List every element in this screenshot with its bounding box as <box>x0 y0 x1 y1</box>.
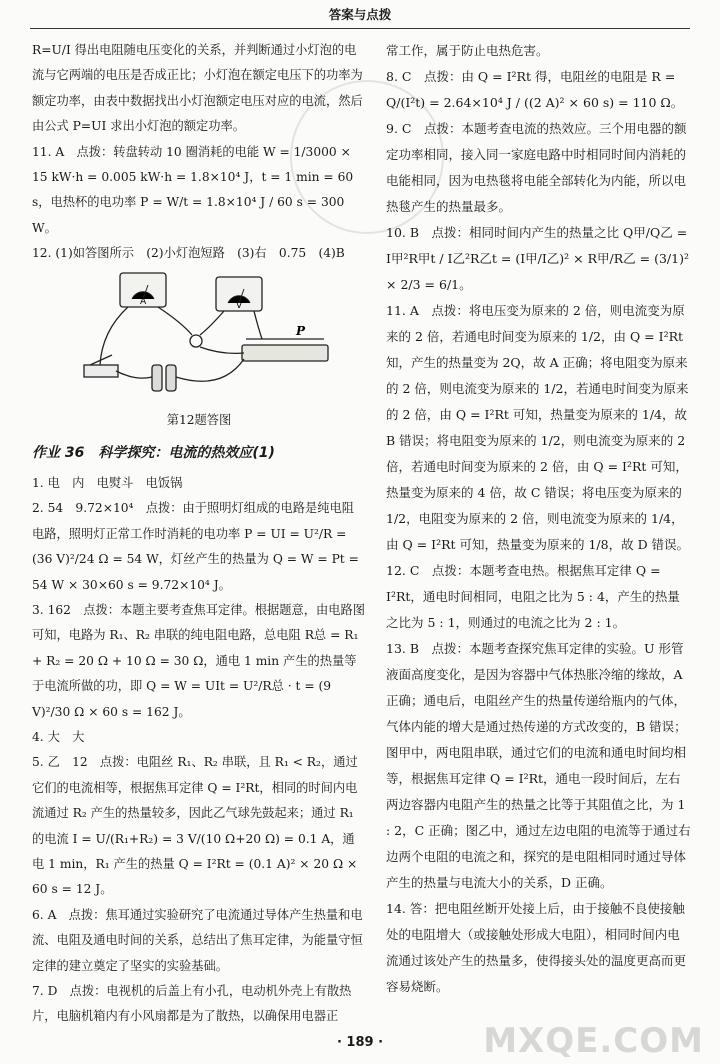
answer-4: 4. 大 大 <box>32 729 85 744</box>
answer-5: 5. 乙 12 点拨：电阻丝 R₁、R₂ 串联，且 R₁ < R₂，通过它们的电流相等，根据焦耳定律 Q = I²Rt，相同的时间内电流通过 R₂ 产生的热量较多，因此乙气球先鼓起来；通过 R₁ 的电流 I = U/(R₁+R₂) = 3 V/(10 Ω+20 Ω) = 0.1 A，通电 1 min，R₁ 产生的热量 Q = I²Rt = (0.1 A)² × 20 Ω × 60 s = 12 J。 <box>32 755 358 897</box>
answer-14: 14. 答：把电阻丝断开处接上后，由于接触不良使接触处的电阻增大（或接触处形成大电阻），相同时间内电流通过该处产生的热量多，使得接头处的温度更高而更容易烧断。 <box>386 901 687 994</box>
answer-11: 11. A 点拨：转盘转动 10 圈消耗的电能 W = 1/3000 × 15 kW·h = 0.005 kW·h = 1.8×10⁴ J，t = 1 min = 60 s，电热杯的电功率 P = W/t = 1.8×10⁴ J / 60 s = 300 W。 <box>32 144 354 235</box>
rheostat-icon <box>242 345 328 361</box>
answer-7-continued: 常工作，属于防止电热危害。 <box>386 43 549 58</box>
header-rule <box>30 28 690 29</box>
bulb-icon <box>190 335 202 347</box>
answer-3: 3. 162 点拨：本题主要考查焦耳定律。根据题意，由电路图可知，电路为 R₁、R₂ 串联的纯电阻电路，总电阻 R总 = R₁ + R₂ = 20 Ω + 10 Ω = 30 Ω，通电 1 min 产生的热量等于电流所做的功，即 Q = W = UIt = U²/R总 · t = (9 V)²/30 Ω × 60 s = 162 J。 <box>32 602 365 719</box>
homework-title: 作业 36 科学探究：电流的热效应(1) <box>32 445 275 462</box>
answer-6: 6. A 点拨：焦耳通过实验研究了电流通过导体产生热量和电流、电阻及通电时间的关系，总结出了焦耳定律，为能量守恒定律的建立奠定了坚实的实验基础。 <box>32 907 363 973</box>
switch-icon <box>84 365 118 377</box>
page-header: 答案与点拨 <box>328 7 392 22</box>
page-number: · 189 · <box>336 1035 384 1050</box>
ammeter-label: A <box>140 296 147 307</box>
circuit-figure <box>32 271 366 399</box>
answer-9: 9. C 点拨：本题考查电流的热效应。三个用电器的额定功率相同，接入同一家庭电路中时相同时间内消耗的电能相同，因为电热毯将电能全部转化为内能，所以电热毯产生的热量最多。 <box>386 121 687 214</box>
answer-13: 13. B 点拨：本题考查探究焦耳定律的实验。U 形管液面高度变化，是因为容器中气体热胀冷缩的缘故，A 正确；通电后，电阻丝产生的热量传递给瓶内的气体，气体内能的增大是通过热传递的方式改变的，B 错误；图甲中，两电阻串联，通过它们的电流和通电时间均相等，根据焦耳定律 Q = I²Rt，通电一段时间后，左右两边容器内电阻产生的热量之比等于其阻值之比，为 1 : 2，C 正确；图乙中，通过左边电阻的电流等于通过右边两个电阻的电流之和，探究的是电阻相同时通过导体产生的热量与电流大小的关系，D 正确。 <box>386 641 691 890</box>
figure-caption: 第12题答图 <box>166 413 232 428</box>
right-column <box>386 38 692 1000</box>
left-column <box>32 38 366 1030</box>
answer-12: 12. C 点拨：本题考查电热。根据焦耳定律 Q = I²Rt，通电时间相同，电阻之比为 5 : 4，产生的热量之比为 5 : 1，则通过的电流之比为 2 : 1。 <box>386 563 680 630</box>
answer-7: 7. D 点拨：电视机的后盖上有小孔，电动机外壳上有散热片，电脑机箱内有小风扇都是为了散热，以确保用电器正 <box>32 984 352 1024</box>
rheostat-slider-label: P <box>296 323 306 338</box>
answer-8: 8. C 点拨：由 Q = I²Rt 得，电阻丝的电阻是 R = Q/(I²t) = 2.64×10⁴ J / ((2 A)² × 60 s) = 110 Ω。 <box>386 69 684 110</box>
answer-2: 2. 54 9.72×10⁴ 点拨：由于照明灯组成的电路是纯电阻电路，照明灯正常工作时消耗的电功率 P = UI = U²/R = (36 V)²/24 Ω = 54 W，灯丝产生的热量为 Q = W = Pt = 54 W × 30×60 s = 9.72×10⁴ J。 <box>32 501 359 592</box>
answer-12: 12. (1)如答图所示 (2)小灯泡短路 (3)右 0.75 (4)B <box>32 246 345 261</box>
battery-icon <box>152 365 162 391</box>
voltmeter-label: V <box>236 300 243 311</box>
answer-1: 1. 电 内 电熨斗 电饭锅 <box>32 475 183 490</box>
answer-11: 11. A 点拨：将电压变为原来的 2 倍，则电流变为原来的 2 倍，若通电时间变为原来的 1/2，由 Q = I²Rt 知，产生的热量变为 2Q，故 A 正确；将电阻变为原来的 2 倍，则电流变为原来的 1/2，若通电时间变为原来的 2 倍，由 Q = I²Rt 可知，热量变为原来的 1/4，故 B 错误；将电阻变为原来的 1/2，则电流变为原来的 2 倍，若通电时间变为原来的 2 倍，由 Q = I²Rt 可知，热量变为原来的 4 倍，故 C 错误；将电压变为原来的 1/2，电阻变为原来的 2 倍，则电流变为原来的 1/4，由 Q = I²Rt 可知，热量变为原来的 1/8，故 D 错误。 <box>386 303 690 552</box>
answer-10-continued: R=U/I 得出电阻随电压变化的关系，并判断通过小灯泡的电流与它两端的电压是否成正比；小灯泡在额定电压下的功率为额定功率，由表中数据找出小灯泡额定电压对应的电流，然后由公式 P=UI 求出小灯泡的额定功率。 <box>32 43 363 134</box>
watermark-text: MXQE.COM <box>483 1021 704 1061</box>
answer-10: 10. B 点拨：相同时间内产生的热量之比 Q甲/Q乙 = I甲²R甲t / I乙²R乙t = (I甲/I乙)² × R甲/R乙 = (3/1)² × 2/3 = 6/1。 <box>386 225 689 292</box>
